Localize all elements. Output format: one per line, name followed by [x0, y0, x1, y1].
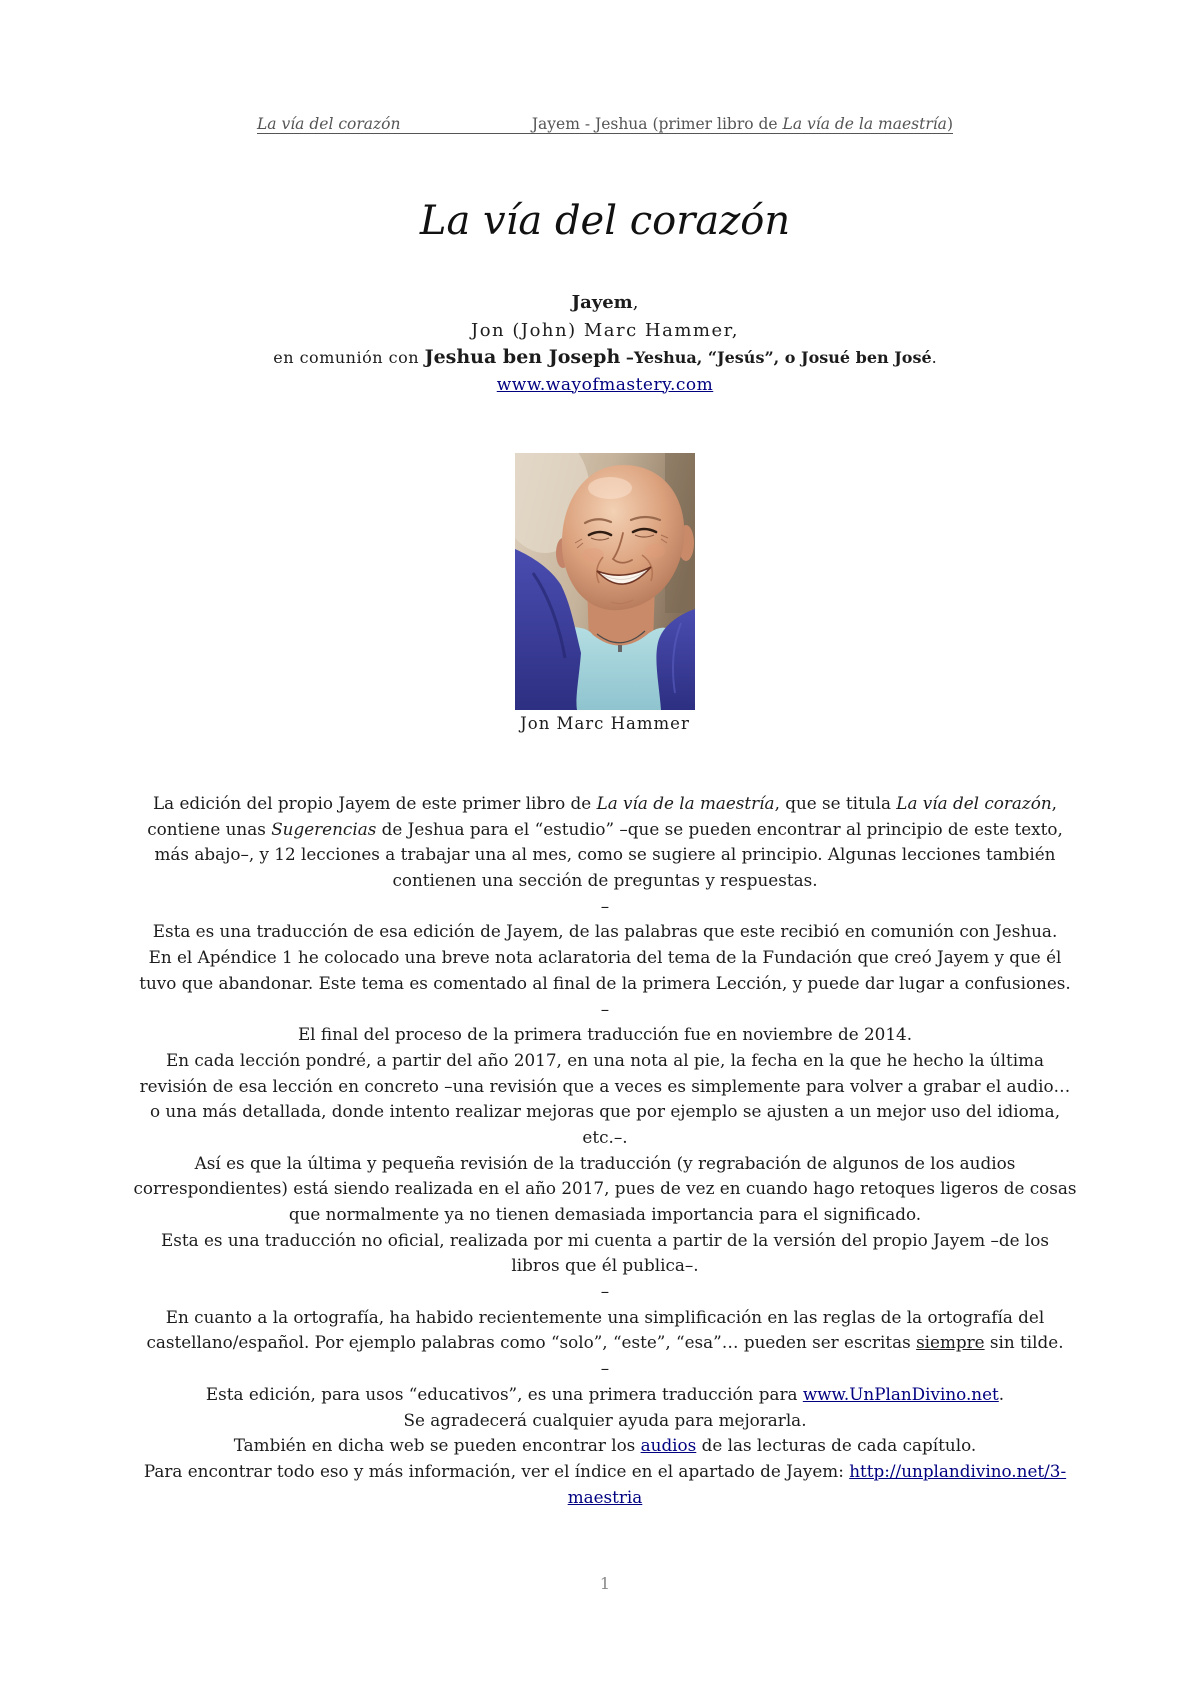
- edition-line: [60, 1382, 1150, 1408]
- sugerencias-italic: Sugerencias: [271, 818, 377, 839]
- edition-text: Esta edición, para usos “educativos”, es una primera traducción para: [205, 1383, 803, 1404]
- document-title: La vía del corazón: [419, 198, 791, 244]
- edition-text: Para encontrar todo eso y más información, ver el índice en el apartado de Jayem:: [143, 1460, 850, 1481]
- orthography-text: sin tilde.: [984, 1332, 1064, 1353]
- communion-prefix: en comunión con: [273, 348, 425, 367]
- translation-line: tuvo que abandonar. Este tema es comentado al final de la primera Lección, y puede dar lugar a confusiones.: [139, 972, 1071, 993]
- revision-line: Así es que la última y pequeña revisión de la traducción (y regrabación de algunos de los audios: [194, 1152, 1016, 1173]
- author-name-punct: ,: [632, 292, 639, 313]
- section-separator: –: [600, 998, 610, 1019]
- edition-text: de las lecturas de cada capítulo.: [696, 1435, 977, 1456]
- revision-line: El final del proceso de la primera traducción fue en noviembre de 2014.: [297, 1024, 913, 1045]
- edition-line: [60, 1433, 1150, 1459]
- revision-line: correspondientes) está siendo realizada en el año 2017, pues de vez en cuando hago retoques ligeros de cosas: [133, 1178, 1077, 1199]
- intro-text: , que se titula: [774, 793, 897, 813]
- section-separator: –: [600, 1358, 610, 1379]
- orthography-text: castellano/español. Por ejemplo palabras como “solo”, “este”, “esa”… pueden ser escritas: [146, 1332, 917, 1353]
- author-photo: [515, 453, 695, 710]
- intro-text: contiene unas: [147, 818, 272, 839]
- intro-text-block: [60, 791, 1150, 1510]
- section-separator: –: [600, 1281, 610, 1302]
- page-number: 1: [599, 1574, 611, 1593]
- orthography-line: [60, 1330, 1150, 1356]
- author-block: [60, 289, 1150, 399]
- revision-line: libros que él publica–.: [511, 1255, 699, 1276]
- intro-line: [60, 791, 1150, 817]
- head-highlight: [588, 477, 632, 499]
- communion-aliases: –Yeshua, “Jesús”, o Josué ben José: [620, 348, 932, 367]
- intro-line: más abajo–, y 12 lecciones a trabajar una al mes, como se sugiere al principio. Algunas lecciones también: [154, 844, 1056, 865]
- intro-text: ,: [1051, 793, 1057, 813]
- translation-line: Esta es una traducción de esa edición de Jayem, de las palabras que este recibió en comunión con Jeshua.: [152, 921, 1058, 942]
- author-name-line: [60, 289, 1150, 317]
- edition-text: También en dicha web se pueden encontrar los: [233, 1435, 641, 1456]
- author-full-name: Jon (John) Marc Hammer,: [470, 319, 739, 341]
- siempre-underlined: siempre: [916, 1332, 985, 1353]
- revision-line: revisión de esa lección en concreto –una revisión que a veces es simplemente para volver a grabar el audio…: [139, 1075, 1071, 1096]
- photo-caption: Jon Marc Hammer: [520, 714, 690, 733]
- revision-line: o una más detallada, donde intento realizar mejoras que por ejemplo se ajusten a un mejor uso del idioma,: [149, 1101, 1061, 1122]
- edition-line: [60, 1459, 1150, 1485]
- revision-line: En cada lección pondré, a partir del año 2017, en una nota al pie, la fecha en la que he hecho la última: [166, 1049, 1044, 1070]
- intro-line: contienen una sección de preguntas y respuestas.: [392, 870, 818, 891]
- communion-line: [60, 344, 1150, 372]
- running-header: [257, 116, 953, 134]
- unplandivino-link[interactable]: www.UnPlanDivino.net: [802, 1383, 999, 1404]
- running-header-title: La vía del corazón: [257, 115, 401, 133]
- running-header-author: [532, 116, 953, 133]
- running-header-close-paren: ): [946, 115, 953, 133]
- book-title-corazon: La vía del corazón: [896, 793, 1052, 813]
- translation-line: En el Apéndice 1 he colocado una breve nota aclaratoria del tema de la Fundación que creó Jayem y que él: [148, 947, 1062, 968]
- intro-text: de Jeshua para el “estudio” –que se pueden encontrar al principio de este texto,: [376, 818, 1063, 839]
- necklace-pendant: [618, 645, 622, 652]
- wayofmastery-link[interactable]: www.wayofmastery.com: [496, 374, 714, 395]
- intro-text: La edición del propio Jayem de este primer libro de: [153, 793, 597, 813]
- edition-line: [60, 1485, 1150, 1511]
- intro-line: [60, 817, 1150, 843]
- book-title-maestria: La vía de la maestría: [596, 793, 775, 813]
- running-header-author-text: Jayem - Jeshua (primer libro de: [531, 115, 783, 133]
- communion-name: Jeshua ben Joseph: [424, 346, 621, 368]
- communion-end: .: [931, 348, 937, 367]
- section-separator: –: [600, 895, 610, 916]
- revision-line: que normalmente ya no tienen demasiada importancia para el significado.: [288, 1204, 922, 1224]
- edition-line: Se agradecerá cualquier ayuda para mejorarla.: [403, 1409, 807, 1430]
- running-header-series-title: La vía de la maestría: [782, 115, 947, 133]
- website-line: [60, 372, 1150, 400]
- orthography-line: En cuanto a la ortografía, ha habido recientemente una simplificación en las reglas de la ortografía del: [165, 1306, 1045, 1327]
- jayem-index-link-continued[interactable]: maestria: [567, 1486, 643, 1507]
- revision-line: Esta es una traducción no oficial, realizada por mi cuenta a partir de la versión del propio Jayem –de los: [161, 1229, 1049, 1250]
- jayem-index-link[interactable]: http://unplandivino.net/3-: [849, 1460, 1067, 1481]
- audios-link[interactable]: audios: [640, 1435, 697, 1456]
- edition-text: .: [998, 1383, 1005, 1404]
- author-name: Jayem: [571, 292, 633, 313]
- revision-line: etc.–.: [582, 1126, 628, 1147]
